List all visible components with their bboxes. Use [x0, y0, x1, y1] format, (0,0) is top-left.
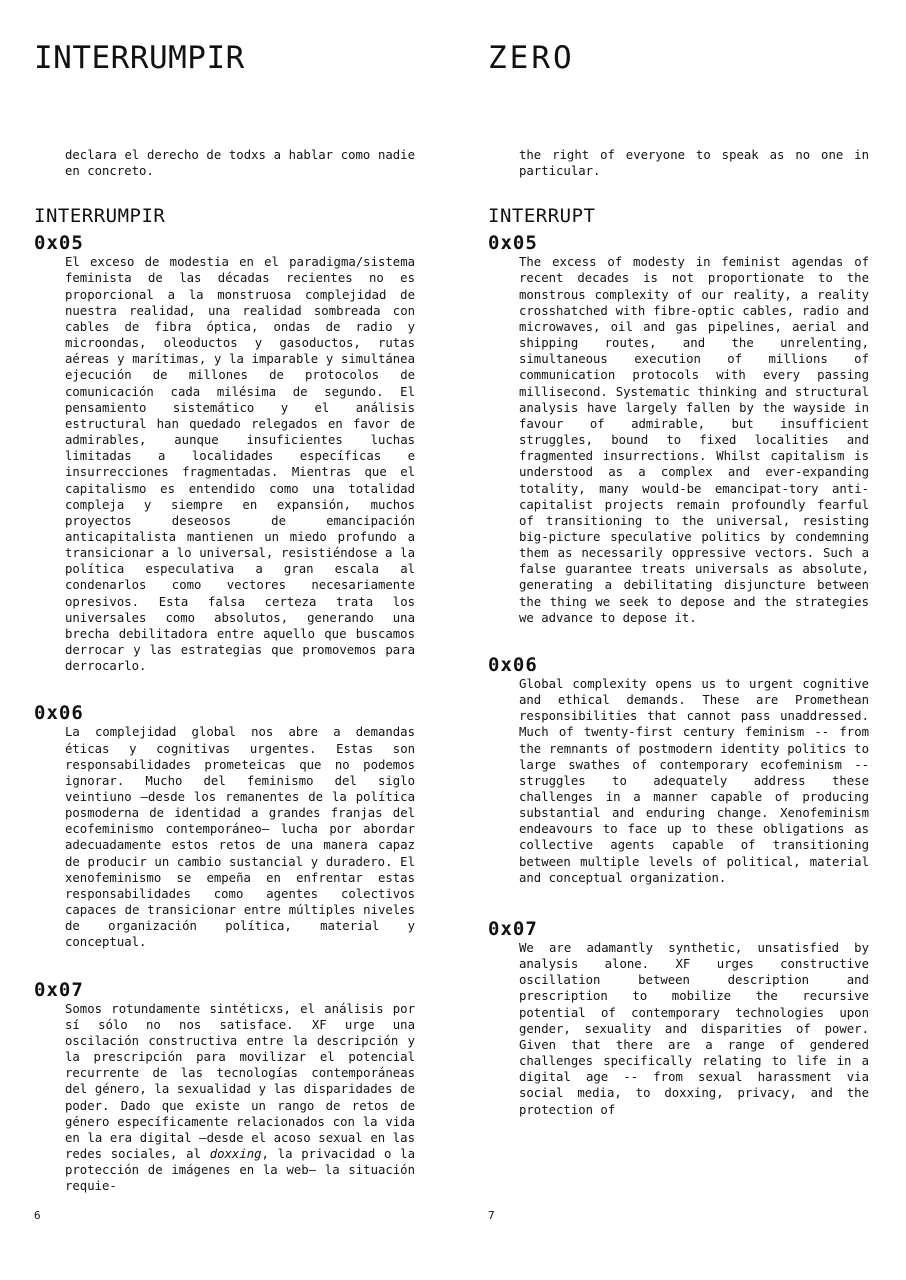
- left-section-0x05-text: El exceso de modestia en el paradigma/sistema feminista de las décadas recientes no es proporcional a la monstruosa complejidad de nuestra realidad, una realidad sombreada con cables de fibra óptica, ondas de radio y microondas, oleoductos y gasoductos, rutas aéreas y marítimas, y la imparable y simultánea ejecución de millones de protocolos de comunicación cada milésima de segundo. El pensamiento sistemático y el análisis estructural han quedado relegados en favor de admirables, aunque insuficientes luchas limitadas a localidades específicas e insurrecciones fragmentadas. Mientras que el capitalismo es entendido como una totalidad compleja y siempre en expansión, muchos proyectos deseosos de emancipación anticapitalista mantienen un miedo profundo a transicionar a lo universal, resistiéndose a la política especulativa a gran escala al condenarlos como vectores necesariamente opresivos. Esta falsa certeza trata los universales como absolutos, generando una brecha debilitadora entre aquello que buscamos derrocar y las estrategias que promovemos para derrocarlo.: [65, 255, 415, 674]
- left-section-0x07-text-after: , la privacidad o la protección de imágenes en la web— la situación requie-: [65, 1146, 415, 1194]
- right-section-0x06-text: Global complexity opens us to urgent cognitive and ethical demands. These are Promethean responsibilities that cannot pass unaddressed. Much of twenty-first century feminism -- from the remnants of postmodern identity politics to large swathes of contemporary ecofeminism -- struggles to adequately address these challenges in a manner capable of producing substantial and enduring change. Xenofeminism endeavours to face up to these obligations as collective agents capable of transitioning between multiple levels of political, material and conceptual organization.: [519, 676, 869, 885]
- left-intro-text: declara el derecho de todxs a hablar como nadie en concreto.: [65, 148, 415, 179]
- left-section-0x07-text: [65, 1001, 415, 1195]
- right-content: [488, 147, 869, 1118]
- right-section-0x06-code: 0x06: [488, 653, 538, 676]
- right-page: [453, 0, 906, 1280]
- left-section-0x07-code: 0x07: [34, 978, 84, 1001]
- left-section-0x07-text-em: doxxing: [209, 1146, 262, 1161]
- left-content: [34, 147, 415, 1194]
- right-intro-text: the right of everyone to speak as no one in particular.: [519, 148, 869, 179]
- right-section-0x05-text: The excess of modesty in feminist agendas of recent decades is not proportionate to the monstrous complexity of our reality, a reality crosshatched with fibre-optic cables, radio and microwaves, oil and gas pipelines, aerial and shipping routes, and the unrelenting, simultaneous execution of millions of communication protocols with every passing millisecond. Systematic thinking and structural analysis have largely fallen by the wayside in favour of admirable, but insufficient struggles, bound to fixed localities and fragmented insurrections. Whilst capitalism is understood as a complex and ever-expanding totality, many would-be emancipat-tory anti-capitalist projects remain profoundly fearful of transitioning to the universal, resisting big-picture speculative politics by condemning them as necessarily oppressive vectors. Such a false guarantee treats universals as absolute, generating a debilitating disjuncture between the thing we seek to depose and the strategies we advance to depose it.: [519, 255, 869, 625]
- left-running-title: INTERRUMPIR: [34, 40, 245, 76]
- right-page-number: 7: [488, 1209, 495, 1222]
- left-section-0x06-code: 0x06: [34, 702, 84, 725]
- left-section-0x07-text-before: Somos rotundamente sintéticxs, el análisis por sí sólo no nos satisface. XF urge una oscilación constructiva entre la descripción y la prescripción para movilizar el potencial recurrente de las tecnologías contemporáneas del género, la sexualidad y las disparidades de poder. Dado que existe un rango de retos de género específicamente relacionados con la vida en la era digital —desde el acoso sexual en las redes sociales, al: [65, 1001, 415, 1161]
- left-page-number: 6: [34, 1209, 41, 1222]
- left-section-title: INTERRUMPIR: [34, 205, 166, 228]
- right-section-title: INTERRUPT: [488, 205, 596, 228]
- right-section-0x05-code: 0x05: [488, 232, 538, 255]
- right-running-title: ZERO: [488, 40, 575, 76]
- left-section-0x05-code: 0x05: [34, 232, 84, 255]
- right-section-0x07-text: We are adamantly synthetic, unsatisfied by analysis alone. XF urges constructive oscillation between description and prescription to mobilize the recursive potential of contemporary technologies upon gender, sexuality and disparities of power. Given that there are a range of gendered challenges specifically relating to life in a digital age -- from sexual harassment via social media, to doxxing, privacy, and the protection of: [519, 940, 869, 1117]
- right-section-0x07-code: 0x07: [488, 917, 538, 940]
- left-section-0x06-text: La complejidad global nos abre a demandas éticas y cognitivas urgentes. Estas son responsabilidades prometeicas que no podemos ignorar. Mucho del feminismo del siglo veintiuno —desde los remanentes de la política posmoderna de identidad a grandes franjas del ecofeminismo contemporáneo— lucha por abordar adecuadamente estos retos de una manera capaz de producir un cambio sustancial y duradero. El xenofeminismo se empeña en enfrentar estas responsabilidades como agentes colectivos capaces de transicionar entre múltiples niveles de organización política, material y conceptual.: [65, 725, 415, 950]
